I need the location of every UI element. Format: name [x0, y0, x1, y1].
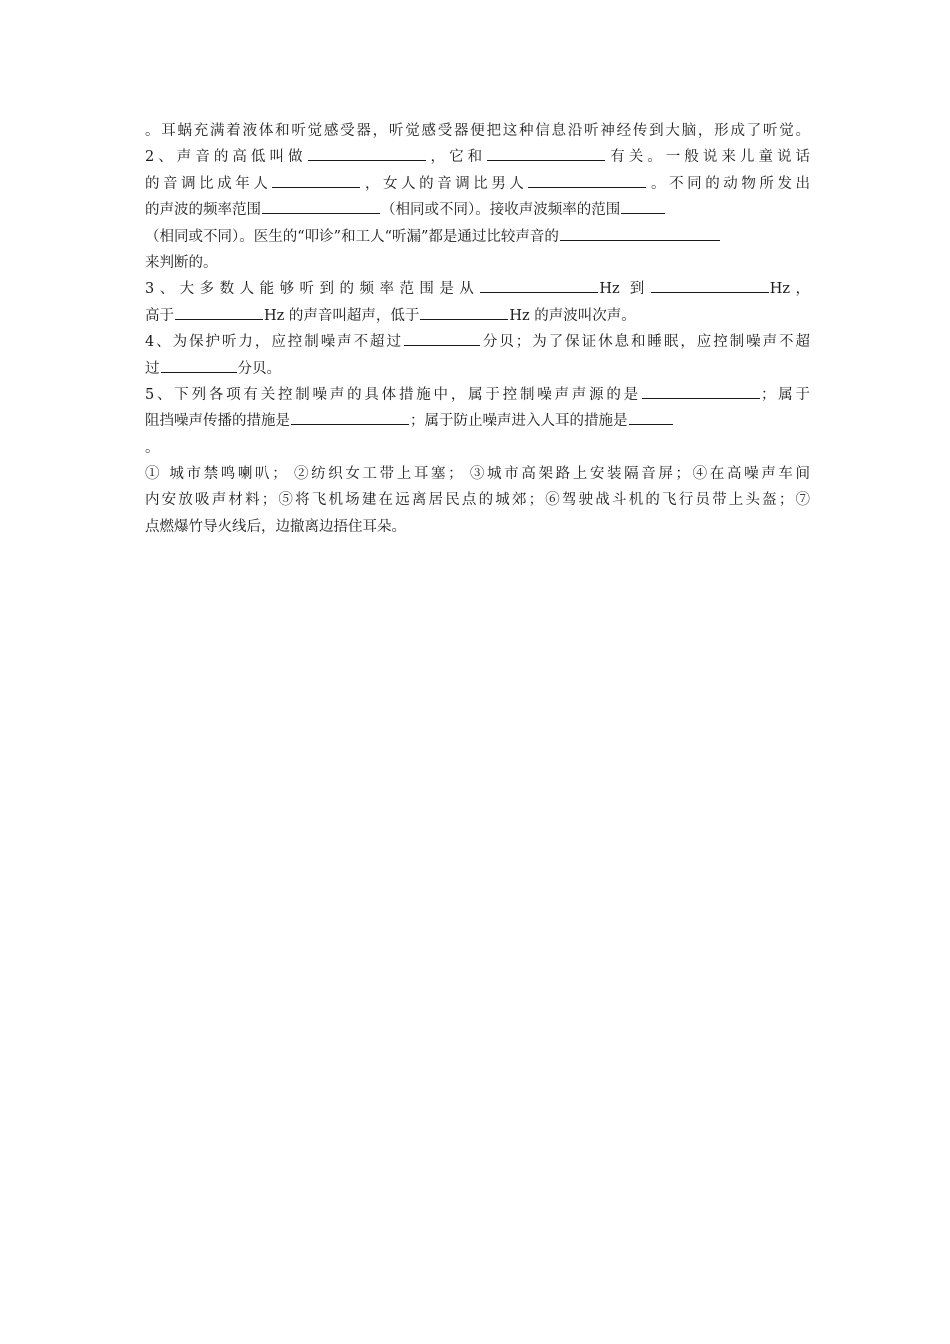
document-page [145, 118, 810, 540]
options-line-1 [145, 461, 810, 487]
question-2-line-4 [145, 224, 810, 250]
answer-blank[interactable] [404, 329, 480, 346]
text: （相同或不同）。医生的“叩诊”和工人“听漏”都是通过比较声音的 [145, 228, 559, 245]
answer-blank[interactable] [651, 276, 769, 293]
answer-blank[interactable] [262, 197, 380, 214]
question-2-line-5 [145, 250, 810, 276]
answer-blank[interactable] [642, 382, 760, 399]
options-line-3 [145, 514, 810, 540]
text: 的音调比成年人 [145, 175, 272, 192]
text: Hz 的声音叫超声，低于 [264, 307, 420, 324]
text: 。不同的动物所发出 [647, 175, 811, 192]
text: 点燃爆竹导火线后，边撤离边捂住耳朵。 [145, 518, 406, 535]
text: 分贝。 [237, 360, 281, 377]
answer-blank[interactable] [487, 144, 605, 161]
answer-blank[interactable] [420, 303, 508, 320]
question-3-line-1 [145, 276, 810, 302]
answer-blank[interactable] [291, 408, 409, 425]
text: ；属于防止噪声进入人耳的措施是 [410, 413, 628, 430]
text: ，女人的音调比男人 [361, 175, 528, 192]
question-4-line-1 [145, 329, 810, 355]
text: （相同或不同）。接收声波频率的范围 [381, 202, 621, 219]
question-3-line-2 [145, 303, 810, 329]
question-5-line-2 [145, 408, 810, 434]
answer-blank[interactable] [528, 171, 646, 188]
answer-blank[interactable] [621, 197, 665, 214]
answer-blank[interactable] [175, 303, 263, 320]
text: 。 [145, 439, 160, 456]
text: 4、为保护听力，应控制噪声不超过 [145, 334, 403, 351]
text: 分贝；为了保证休息和睡眠，应控制噪声不超 [480, 334, 810, 351]
text: 高于 [145, 307, 174, 324]
question-2-line-2 [145, 171, 810, 197]
text: 。耳蜗充满着液体和听觉感受器，听觉感受器便把这种信息沿听神经传到大脑，形成了听觉。 [145, 123, 810, 139]
text: 2、声音的高低叫做 [145, 149, 307, 166]
text: 来判断的。 [145, 254, 218, 271]
answer-blank[interactable] [480, 276, 598, 293]
text-line-1 [145, 118, 810, 144]
answer-blank[interactable] [272, 171, 360, 188]
text: 5、下列各项有关控制噪声的具体措施中，属于控制噪声声源的是 [145, 386, 641, 403]
answer-blank[interactable] [629, 408, 673, 425]
text: 有关。一般说来儿童说话 [606, 149, 811, 166]
answer-blank[interactable] [560, 224, 720, 241]
question-4-line-2 [145, 356, 810, 382]
question-5-line-3 [145, 435, 810, 461]
answer-blank[interactable] [308, 144, 426, 161]
text: Hz 到 [599, 281, 650, 298]
options-line-2 [145, 487, 810, 513]
question-2-line-1 [145, 144, 810, 170]
text: Hz 的声波叫次声。 [509, 307, 636, 324]
text: Hz， [769, 281, 810, 298]
text: 内安放吸声材料；⑤将飞机场建在远离居民点的城郊；⑥驾驶战斗机的飞行员带上头盔；⑦ [145, 492, 810, 509]
text: 的声波的频率范围 [145, 202, 261, 219]
question-2-line-3 [145, 197, 810, 223]
text: 阻挡噪声传播的措施是 [145, 413, 290, 430]
text: ，它和 [426, 149, 487, 166]
text: ；属于 [760, 386, 811, 403]
answer-blank[interactable] [161, 356, 237, 373]
question-5-line-1 [145, 382, 810, 408]
text: ① 城市禁鸣喇叭； ②纺织女工带上耳塞； ③城市高架路上安装隔音屏；④在高噪声车间 [145, 466, 810, 483]
text: 过 [145, 360, 160, 377]
text: 3、大多数人能够听到的频率范围是从 [145, 281, 480, 298]
